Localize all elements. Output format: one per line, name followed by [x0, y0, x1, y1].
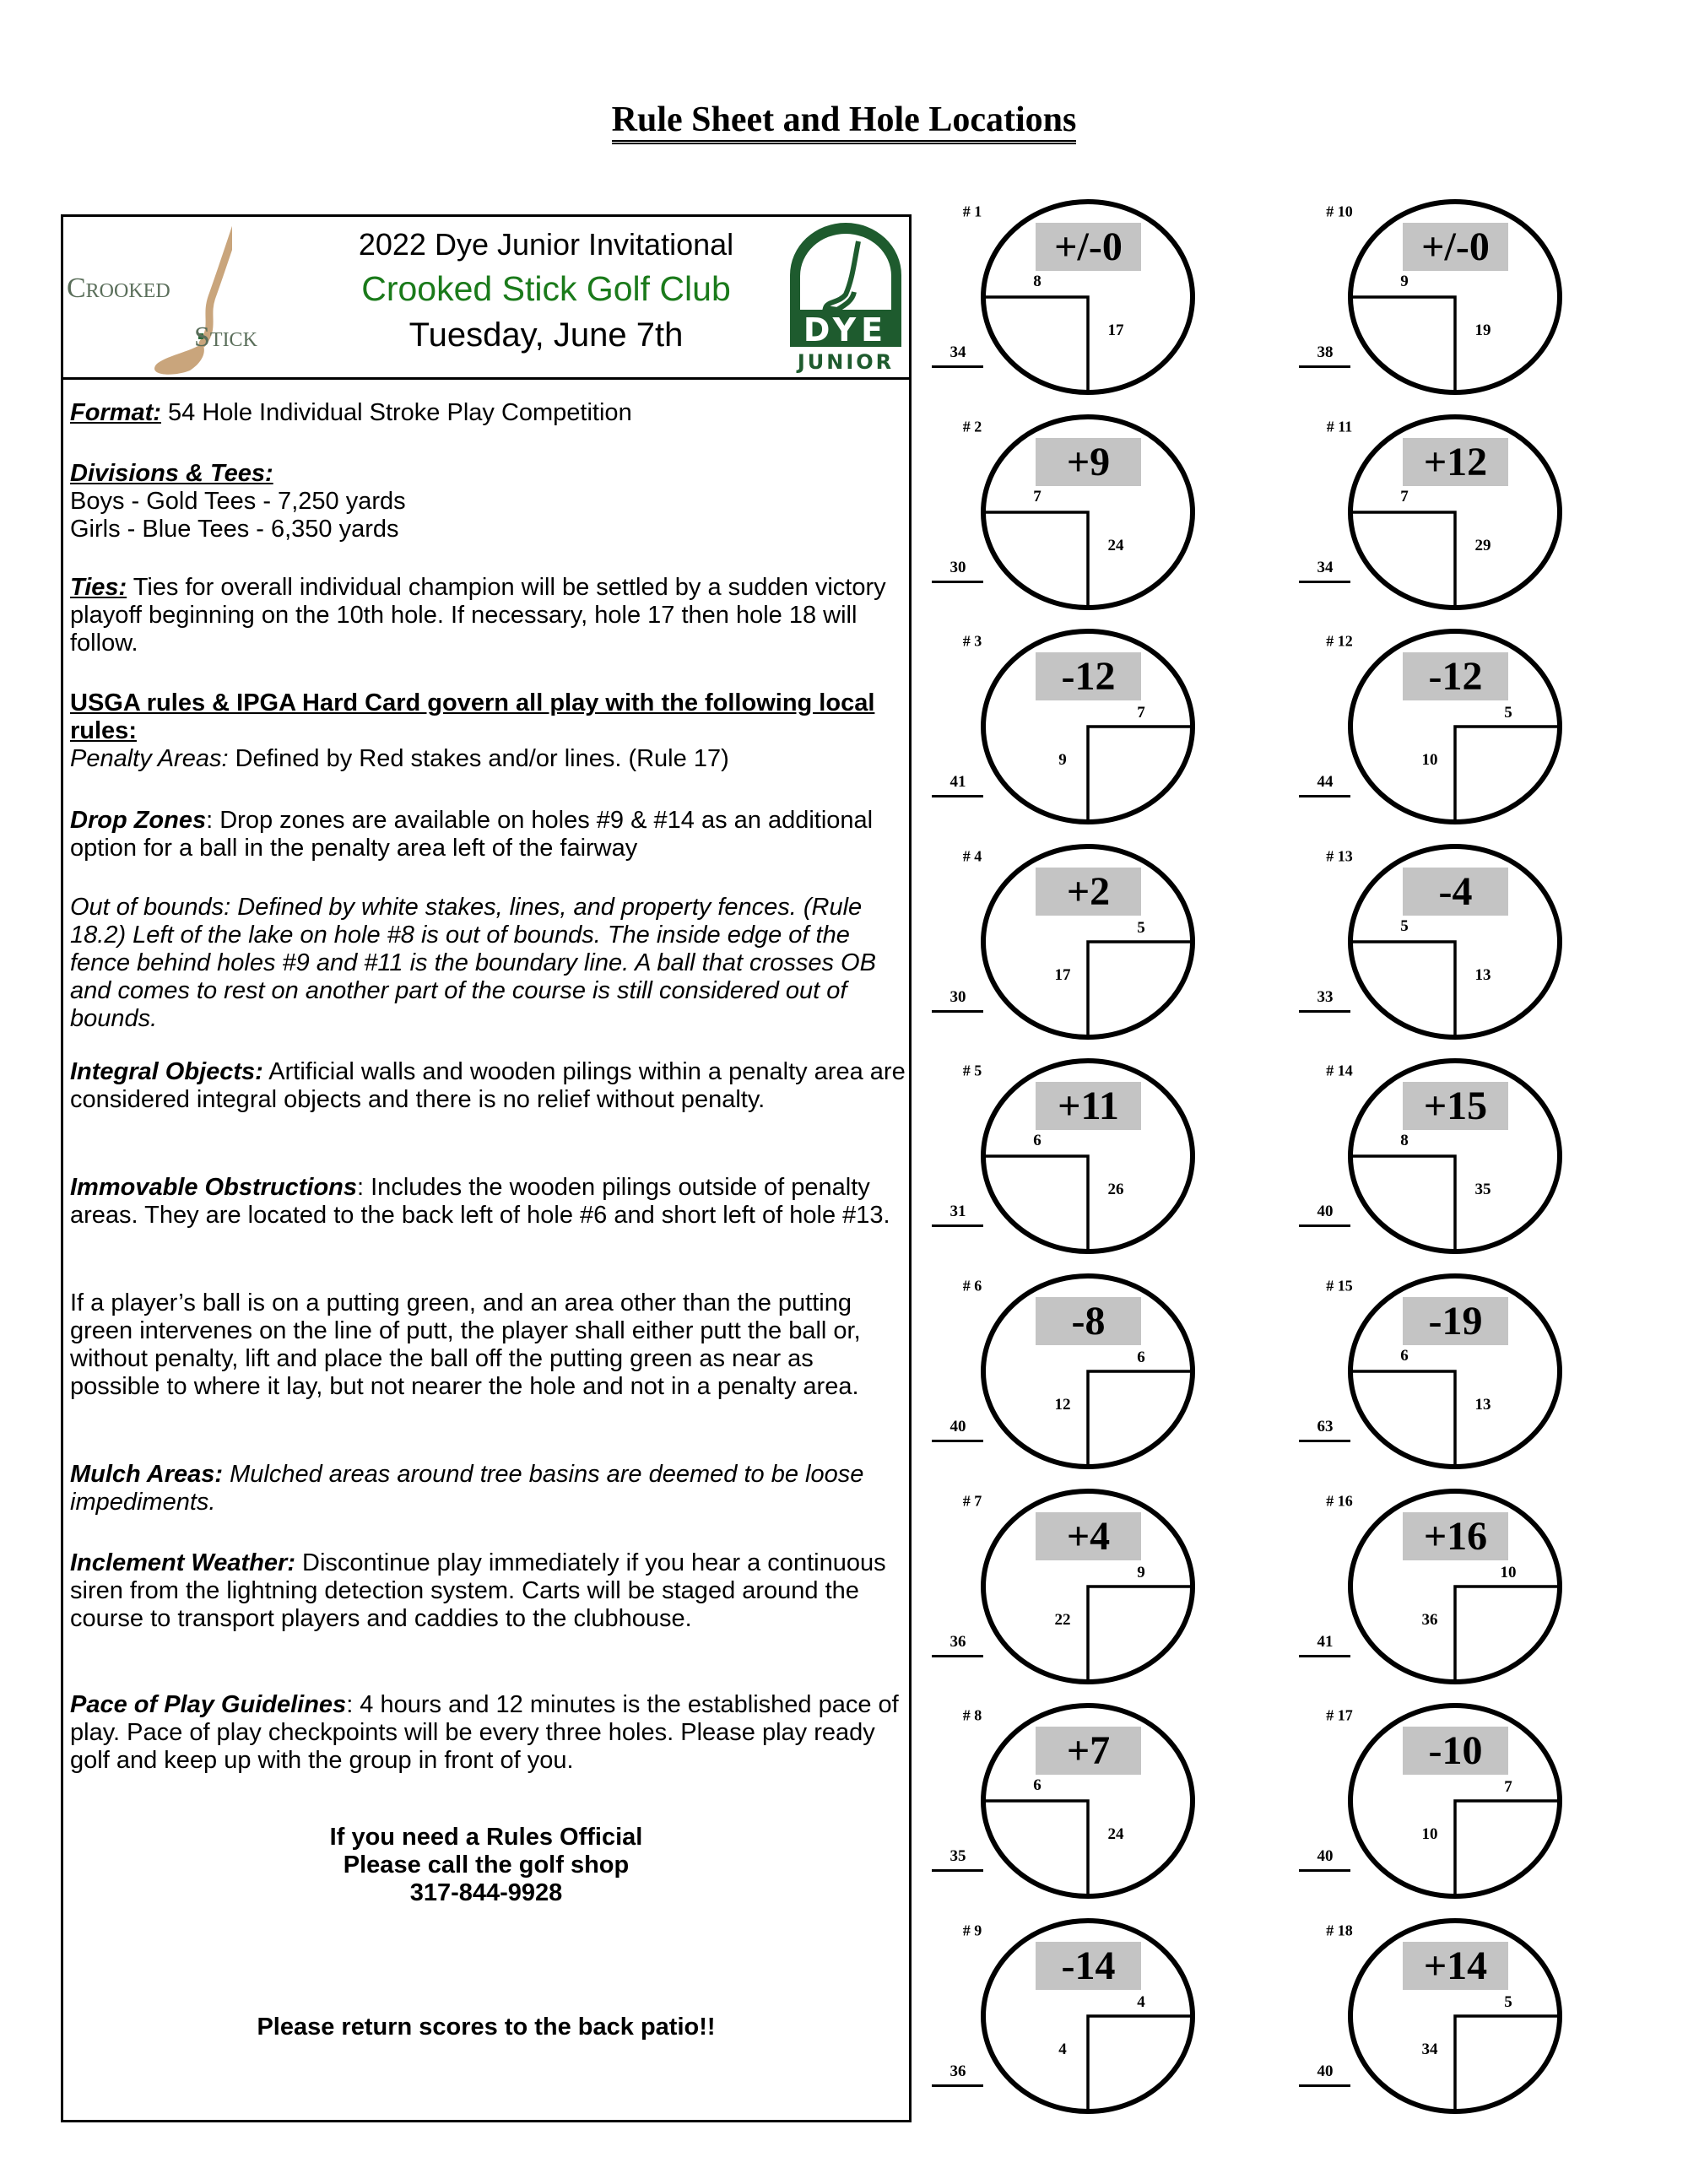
- pin-vertical-distance: 24: [1107, 536, 1124, 554]
- pin-vertical-distance: 9: [1058, 751, 1067, 770]
- hole-diagram: [1269, 403, 1590, 622]
- green-outline-icon: [902, 832, 1223, 1051]
- event-date: Tuesday, June 7th: [408, 316, 684, 354]
- green-outline-icon: [1269, 1046, 1590, 1266]
- hole-score-badge: +7: [1036, 1727, 1141, 1775]
- hole-number: # 14: [1326, 1062, 1353, 1079]
- green-depth: 44: [1317, 773, 1334, 792]
- hole-number: # 9: [962, 1922, 982, 1939]
- pin-horizontal-distance: 4: [1137, 1992, 1145, 2011]
- logo-word-stick: Stick: [194, 322, 257, 353]
- event-name: 2022 Dye Junior Invitational: [358, 227, 734, 262]
- hole-number: # 17: [1326, 1706, 1353, 1724]
- depth-underline: [932, 1224, 983, 1227]
- page-title-text: Rule Sheet and Hole Locations: [612, 100, 1077, 144]
- hole-number: # 10: [1326, 203, 1353, 220]
- rules-panel: [61, 214, 912, 2122]
- pin-vertical-distance: 34: [1421, 2040, 1438, 2058]
- dye-junior-logo: [787, 220, 905, 376]
- green-depth: 35: [950, 1847, 966, 1866]
- hole-score-badge: -14: [1036, 1942, 1141, 1990]
- green-depth: 41: [950, 773, 966, 792]
- page-title: [0, 100, 1688, 140]
- hole-score-badge: +4: [1036, 1512, 1141, 1560]
- pin-horizontal-distance: 7: [1504, 1778, 1512, 1797]
- green-depth: 34: [1317, 558, 1334, 576]
- rule-out-of-bounds: Out of bounds: Defined by white stakes, lines, and property fences. (Rule 18.2) Left of the lake on hole #8 is out of bounds. The inside edge of the fence behind holes #9 and #11 is the boundary line. A ball that crosses OB and comes to rest on another part of the course is still considered out of bounds.: [70, 894, 876, 1032]
- green-depth: 36: [950, 2062, 966, 2080]
- depth-underline: [1299, 1224, 1350, 1227]
- pin-horizontal-distance: 9: [1400, 273, 1409, 290]
- hole-score-badge: +15: [1403, 1082, 1508, 1130]
- green-depth: 63: [1317, 1418, 1334, 1435]
- pin-vertical-distance: 10: [1421, 751, 1438, 770]
- hole-diagram: [902, 187, 1223, 407]
- pin-horizontal-distance: 6: [1033, 1132, 1041, 1150]
- pin-horizontal-distance: 6: [1033, 1776, 1041, 1795]
- rule-drop-zones: [70, 807, 906, 862]
- hole-diagram: [1269, 1906, 1590, 2126]
- rule-text: : Includes the wooden pilings outside of penalty areas. They are located to the back left of hole #6 and short left of hole #13.: [70, 1174, 890, 1229]
- hole-number: # 15: [1326, 1277, 1353, 1295]
- hole-diagram: [1269, 1477, 1590, 1696]
- rule-label: Pace of Play Guidelines: [70, 1691, 347, 1718]
- hole-diagram: [1269, 617, 1590, 836]
- hole-number: # 2: [962, 418, 982, 435]
- pin-vertical-distance: 36: [1421, 1610, 1438, 1629]
- depth-underline: [1299, 365, 1350, 368]
- hole-score-badge: +2: [1036, 868, 1141, 916]
- pin-vertical-distance: 35: [1474, 1181, 1491, 1199]
- hole-diagram: [1269, 1262, 1590, 1481]
- rule-ties: [70, 574, 906, 657]
- depth-underline: [932, 1869, 983, 1872]
- green-depth: 30: [950, 558, 966, 576]
- pin-vertical-distance: 26: [1107, 1181, 1124, 1199]
- phone-number: 317-844-9928: [409, 1879, 563, 1906]
- logo-word-junior: JUNIOR: [797, 350, 895, 374]
- hole-score-badge: +12: [1403, 438, 1508, 486]
- pin-vertical-distance: 13: [1474, 965, 1491, 984]
- rule-usga: [70, 689, 906, 773]
- rule-label: Ties:: [70, 574, 127, 601]
- depth-underline: [932, 1010, 983, 1013]
- hole-score-badge: +11: [1036, 1082, 1141, 1130]
- depth-underline: [1299, 1010, 1350, 1013]
- green-outline-icon: [902, 403, 1223, 622]
- rule-label: Mulch Areas:: [70, 1461, 224, 1488]
- pin-horizontal-distance: 7: [1137, 704, 1145, 722]
- pin-vertical-distance: 4: [1058, 2040, 1067, 2058]
- green-outline-icon: [902, 1906, 1223, 2126]
- hole-number: # 7: [962, 1492, 982, 1510]
- rule-divisions: [70, 460, 906, 543]
- hole-score-badge: +/-0: [1036, 223, 1141, 271]
- rule-label: Penalty Areas:: [70, 745, 229, 772]
- hole-score-badge: -8: [1036, 1297, 1141, 1345]
- hole-number: # 16: [1326, 1492, 1353, 1510]
- logo-word-dye: DYE: [803, 311, 889, 349]
- hole-number: # 12: [1326, 632, 1353, 650]
- rule-inclement-weather: [70, 1549, 906, 1633]
- rule-label: Inclement Weather:: [70, 1549, 295, 1576]
- hole-score-badge: -4: [1403, 868, 1508, 916]
- depth-underline: [1299, 795, 1350, 797]
- green-depth: 38: [1317, 343, 1334, 361]
- rule-text: Mulched areas around tree basins are deemed to be loose impediments.: [70, 1461, 864, 1516]
- hole-diagram: [1269, 1046, 1590, 1266]
- hole-diagram: [1269, 187, 1590, 407]
- pin-horizontal-distance: 7: [1033, 487, 1041, 505]
- rule-text: 54 Hole Individual Stroke Play Competition: [160, 399, 632, 426]
- depth-underline: [932, 581, 983, 583]
- green-outline-icon: [902, 1046, 1223, 1266]
- hole-score-badge: +14: [1403, 1942, 1508, 1990]
- hole-diagram: [902, 1691, 1223, 1911]
- pin-vertical-distance: 13: [1474, 1396, 1491, 1414]
- pin-vertical-distance: 19: [1474, 322, 1491, 339]
- green-outline-icon: [1269, 832, 1590, 1051]
- hole-score-badge: -10: [1403, 1727, 1508, 1775]
- hole-score-badge: -12: [1036, 652, 1141, 700]
- hole-diagram: [902, 403, 1223, 622]
- pin-vertical-distance: 12: [1054, 1396, 1071, 1414]
- pin-horizontal-distance: 6: [1400, 1347, 1409, 1365]
- hole-score-badge: -19: [1403, 1297, 1508, 1345]
- hole-number: # 6: [962, 1277, 982, 1295]
- rule-pace-of-play: [70, 1691, 906, 1775]
- depth-underline: [932, 2084, 983, 2087]
- depth-underline: [932, 795, 983, 797]
- hole-diagram: [1269, 832, 1590, 1051]
- green-outline-icon: [1269, 1691, 1590, 1911]
- green-outline-icon: [902, 1477, 1223, 1696]
- depth-underline: [1299, 581, 1350, 583]
- green-depth: 40: [1317, 2062, 1334, 2080]
- hole-number: # 11: [1326, 418, 1353, 435]
- rule-text: Ties for overall individual champion will be settled by a sudden victory playoff beginning on the 10th hole. If necessary, hole 17 then hole 18 will follow.: [70, 574, 886, 657]
- pin-vertical-distance: 17: [1054, 965, 1071, 984]
- green-outline-icon: [902, 187, 1223, 407]
- green-depth: 41: [1317, 1632, 1334, 1651]
- green-outline-icon: [902, 1691, 1223, 1911]
- depth-underline: [1299, 1869, 1350, 1872]
- usga-heading: USGA rules & IPGA Hard Card govern all play with the following local rules:: [70, 689, 875, 744]
- depth-underline: [932, 1655, 983, 1657]
- pin-vertical-distance: 29: [1474, 536, 1491, 554]
- rule-text: Artificial walls and wooden pilings within a penalty area are considered integral objects and there is no relief without penalty.: [70, 1058, 906, 1113]
- hole-diagram: [902, 832, 1223, 1051]
- rule-label: Format:: [70, 399, 161, 426]
- pin-horizontal-distance: 8: [1400, 1132, 1409, 1150]
- hole-number: # 13: [1326, 847, 1353, 865]
- green-outline-icon: [1269, 617, 1590, 836]
- rule-text: Discontinue play immediately if you hear a continuous siren from the lightning detection system. Carts will be staged around the course to transport players and caddies to the clubhouse.: [70, 1549, 886, 1632]
- green-outline-icon: [1269, 1477, 1590, 1696]
- hole-score-badge: +/-0: [1403, 223, 1508, 271]
- green-depth: 40: [1317, 1847, 1334, 1866]
- green-depth: 40: [950, 1418, 966, 1435]
- division-line: Girls - Blue Tees - 6,350 yards: [70, 516, 399, 543]
- hole-number: # 8: [962, 1706, 982, 1724]
- green-depth: 31: [950, 1203, 966, 1221]
- hole-number: # 5: [962, 1062, 982, 1079]
- green-depth: 30: [950, 987, 966, 1006]
- hole-diagram: [902, 1046, 1223, 1266]
- rule-format: [70, 399, 906, 427]
- pin-vertical-distance: 24: [1107, 1825, 1124, 1844]
- pin-horizontal-distance: 5: [1137, 918, 1145, 937]
- depth-underline: [1299, 2084, 1350, 2087]
- rules-official-contact: [70, 1824, 902, 1907]
- pin-horizontal-distance: 6: [1137, 1349, 1145, 1366]
- rule-label: Divisions & Tees:: [70, 460, 273, 487]
- pin-horizontal-distance: 10: [1500, 1563, 1517, 1581]
- green-depth: 40: [1317, 1203, 1334, 1221]
- rule-text: : Drop zones are available on holes #9 & #14 as an additional option for a ball in the penalty area left of the fairway: [70, 807, 874, 862]
- pin-vertical-distance: 17: [1107, 322, 1124, 339]
- club-name: Crooked Stick Golf Club: [361, 269, 731, 308]
- pin-vertical-distance: 10: [1421, 1825, 1438, 1844]
- hole-diagram: [902, 1906, 1223, 2126]
- hole-score-badge: +16: [1403, 1512, 1508, 1560]
- pin-horizontal-distance: 8: [1033, 273, 1041, 290]
- rule-label: Integral Objects:: [70, 1058, 263, 1085]
- depth-underline: [1299, 1655, 1350, 1657]
- hole-number: # 3: [962, 632, 982, 650]
- hole-number: # 4: [962, 847, 982, 865]
- rule-label: Immovable Obstructions: [70, 1174, 358, 1201]
- pin-horizontal-distance: 5: [1400, 916, 1409, 935]
- pin-horizontal-distance: 9: [1137, 1563, 1145, 1581]
- rule-putting-green: If a player’s ball is on a putting green, and an area other than the putting green intervenes on the line of putt, the player shall either putt the ball or, without penalty, lift and place the ball off the putting green as near as possible to where it lay, but not nearer the hole and not in a penalty area.: [70, 1289, 861, 1400]
- green-outline-icon: [902, 1262, 1223, 1481]
- green-outline-icon: [1269, 1262, 1590, 1481]
- green-outline-icon: [1269, 187, 1590, 407]
- depth-underline: [1299, 1440, 1350, 1442]
- rule-integral-objects: [70, 1058, 906, 1114]
- hole-diagram: [902, 1262, 1223, 1481]
- hole-number: # 1: [962, 203, 982, 220]
- hole-diagram: [902, 617, 1223, 836]
- green-depth: 34: [950, 343, 966, 361]
- rule-immovable-obstructions: [70, 1174, 906, 1230]
- pin-horizontal-distance: 5: [1504, 1992, 1512, 2011]
- green-depth: 33: [1317, 987, 1334, 1006]
- hole-score-badge: +9: [1036, 438, 1141, 486]
- depth-underline: [932, 365, 983, 368]
- hole-score-badge: -12: [1403, 652, 1508, 700]
- pin-horizontal-distance: 7: [1400, 487, 1409, 505]
- green-outline-icon: [902, 617, 1223, 836]
- hole-diagram: [902, 1477, 1223, 1696]
- hole-number: # 18: [1326, 1922, 1353, 1939]
- event-header: [63, 217, 909, 380]
- rule-label: Drop Zones: [70, 807, 207, 834]
- hole-diagram: [1269, 1691, 1590, 1911]
- return-scores-note: Please return scores to the back patio!!: [257, 2014, 716, 2041]
- crooked-stick-logo: [63, 217, 257, 377]
- rule-text: Defined by Red stakes and/or lines. (Rule 17): [228, 745, 729, 772]
- pin-vertical-distance: 22: [1054, 1610, 1071, 1629]
- green-outline-icon: [1269, 1906, 1590, 2126]
- logo-word-crooked: Crooked: [67, 273, 170, 304]
- pin-horizontal-distance: 5: [1504, 704, 1512, 722]
- green-outline-icon: [1269, 403, 1590, 622]
- contact-line: If you need a Rules Official: [329, 1824, 643, 1851]
- green-depth: 36: [950, 1632, 966, 1651]
- division-line: Boys - Gold Tees - 7,250 yards: [70, 488, 406, 515]
- rule-mulch-areas: [70, 1461, 906, 1516]
- rule-text: : 4 hours and 12 minutes is the established pace of play. Pace of play checkpoints will be every three holes. Please play ready golf and keep up with the group in front of you.: [70, 1691, 899, 1774]
- contact-line: Please call the golf shop: [343, 1852, 630, 1879]
- depth-underline: [932, 1440, 983, 1442]
